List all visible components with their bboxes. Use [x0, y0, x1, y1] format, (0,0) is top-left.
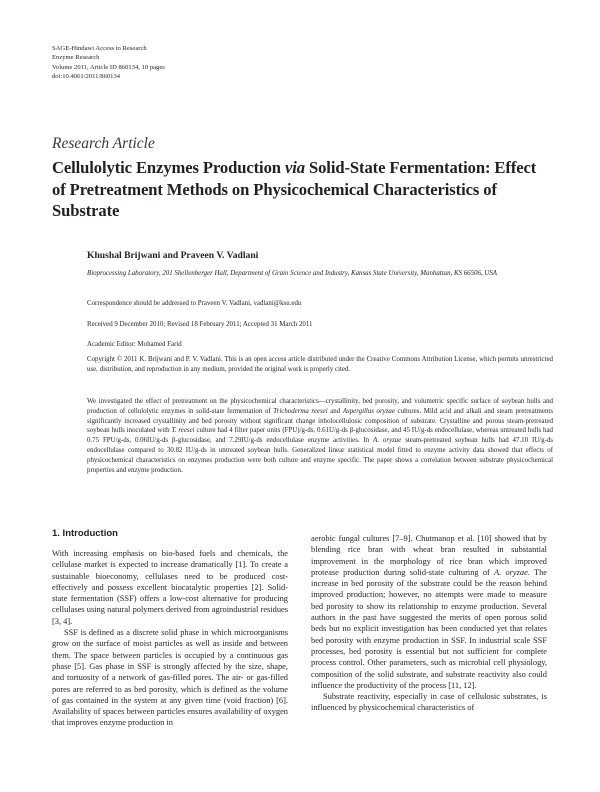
- title-part: Solid-State Fermentation: Effect of Pretreatment Methods on Physicochemical Characteristics of Substrate: [52, 158, 537, 220]
- correspondence: Correspondence should be addressed to Praveen V. Vadlani, vadlani@ksu.edu: [87, 300, 302, 307]
- section-heading-introduction: 1. Introduction: [52, 528, 118, 539]
- abstract-text: cultures. Mild acid and alkali and steam pretreatments significantly increased crystallinity and bed porosity without significant change inholocellulosic composition of substrate. Crystalline and porous steam-pretreated soybean hulls inoculated with: [87, 407, 554, 435]
- journal-header-line: Volume 2011, Article ID 860134, 10 pages: [52, 63, 165, 71]
- paragraph: Substrate reactivity, especially in case of cellulosic substrates, is influenced by physicochemical characteristics of: [311, 692, 547, 713]
- journal-header-line: Enzyme Research: [52, 54, 100, 62]
- title-part-italic: via: [284, 158, 305, 177]
- academic-editor: Academic Editor: Mohamed Farid: [87, 341, 182, 348]
- article-type: Research Article: [52, 135, 155, 152]
- journal-header-line: SAGE-Hindawi Access to Research: [52, 45, 147, 52]
- abstract-species: A. oryzae: [373, 437, 402, 445]
- right-column: [311, 533, 547, 714]
- abstract-species: T. reesei: [171, 427, 195, 435]
- paragraph: [311, 533, 547, 691]
- abstract-text: and: [327, 407, 343, 415]
- paragraph: With increasing emphasis on bio-based fuels and chemicals, the cellulase market is expected to increase dramatically [1]. To create a sustainable bioeconomy, cellulases need to be produced cost-effectively and possess excellent biocatalytic properties [2]. Solid-state fermentation (SSF) offers a low-cost alternative for producing cellulases using natural polymers derived from agroindustrial residues [3, 4].: [52, 549, 288, 626]
- journal-header: [52, 44, 165, 81]
- abstract-text: culture had 4 filter paper units (FPU)/g-ds, 0.61U/g-ds β-glucosidase, and 45 IU/g-ds endocellulase, whereas untreated hulls had 0.75 FPU/g-ds, 0.06IU/g-ds β-glucosidase, and 7.29IU/g-ds endocellulase enzyme activities. In: [87, 427, 554, 445]
- paragraph: SSF is defined as a discrete solid phase in which microorganisms grow on the surface of moist particles as well as inside and between them. The space between particles is occupied by a continuous gas phase [5]. Gas phase in SSF is strongly affected by the size, shape, and tortuosity of a network of gas-filled pores. The air- or gas-filled pores are referred to as bed porosity, which is defined as the volume of gas contained in the system at any given time (void fraction) [6]. Availability of spaces between particles ensures availability of oxygen that improves enzyme production in: [52, 628, 288, 728]
- left-column: [52, 548, 288, 729]
- title-part: Cellulolytic Enzymes Production: [52, 158, 285, 177]
- abstract: [87, 397, 553, 475]
- abstract-species: Aspergillus oryzae: [342, 407, 395, 415]
- authors: Khushal Brijwani and Praveen V. Vadlani: [87, 250, 259, 261]
- paper-title: [52, 157, 552, 222]
- copyright: Copyright © 2011 K. Brijwani and P. V. Vadlani. This is an open access article distributed under the Creative Commons Attribution License, which permits unrestricted use, distribution, and reproduction in any medium, provided the original work is properly cited.: [87, 356, 553, 373]
- affiliation: Bioprocessing Laboratory, 201 Shellenberger Hall, Department of Grain Science and Industry, Kansas State University, Manhattan, KS 66506, USA: [87, 270, 498, 277]
- abstract-text: steam-pretreated soybean hulls had 47.10 IU/g-ds endocellulase compared to 30.82 IU/g-ds in untreated soybean hulls. Generalized linear statistical model fitted to enzyme activity data showed that effects of physicochemical characteristics on enzymes production were both culture and enzyme specific. The paper shows a correlation between substrate physicochemical properties and enzyme production.: [87, 437, 553, 474]
- paragraph-species: A. oryzae: [494, 567, 528, 577]
- paragraph-text: . The increase in bed porosity of the substrate could be the reason behind improved production; however, no attempts were made to measure bed porosity to show its relationship to enzyme production. Several authors in the past have suggested the merits of open porous solid beds but no explicit investigation has been conducted yet that relates bed porosity with enzyme production in SSF. In industrial scale SSF processes, bed porosity is essential but not sufficient for complete process control. Other parameters, such as microbial cell physiology, composition of the solid substrate, and substrate reactivity also could influence the productivity of the process [11, 12].: [311, 567, 547, 690]
- paragraph-text: aerobic fungal cultures [7–9]. Chutmanop et al. [10] showed that by blending rice bran with wheat bran resulted in substantial improvement in the morphology of rice bran which improved protease production during solid-state culturing of: [311, 534, 547, 577]
- dates: Received 9 December 2010; Revised 18 February 2011; Accepted 31 March 2011: [87, 321, 313, 328]
- abstract-text: We investigated the effect of pretreatment on the physicochemical characteristics—crystallinity, bed porosity, and volumetric specific surface of soybean hulls and production of cellulolytic enzymes in solid-state fermentation of: [87, 398, 553, 415]
- abstract-species: Trichoderma reesei: [273, 407, 328, 415]
- journal-header-line: doi:10.4061/2011/860134: [52, 72, 121, 80]
